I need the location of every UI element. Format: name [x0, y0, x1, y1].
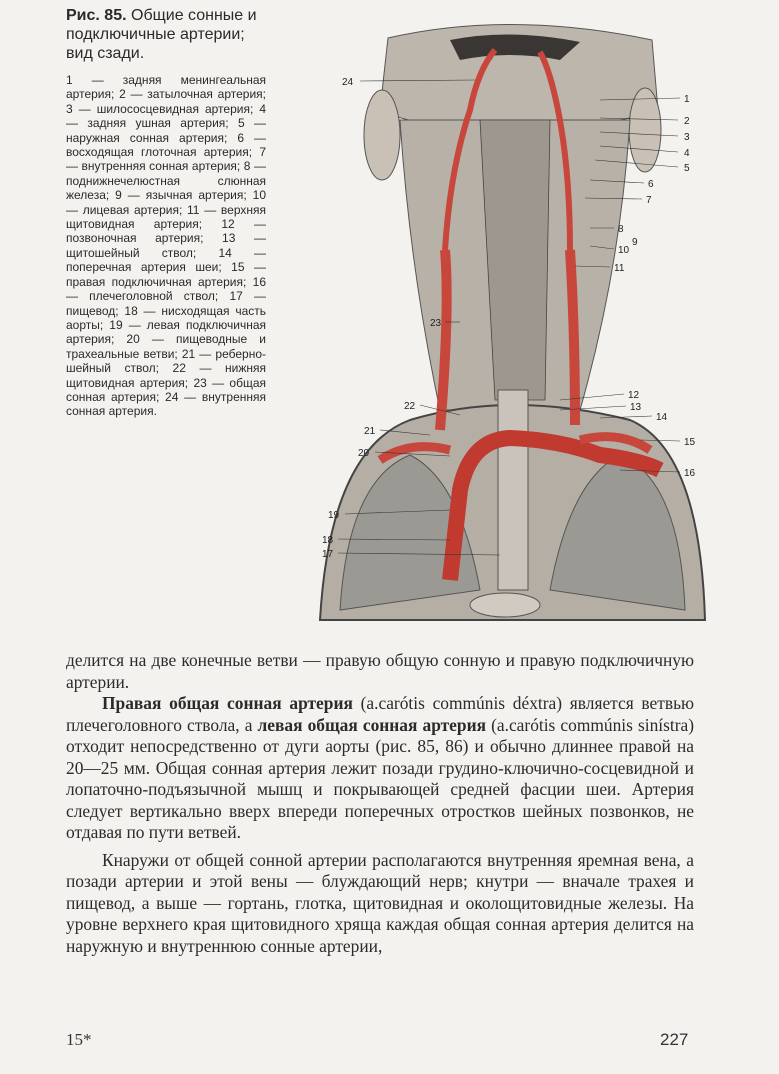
paragraph-2-text-a: (a.carótis commúnis déxtra) является ветвью плечеголовного ствола, а	[66, 693, 694, 735]
figure-legend: 1 — задняя менингеальная артерия; 2 — затылочная артерия; 3 — шилососцевидная артерия; 4 — задняя ушная артерия; 5 — наружная сонная артерия; 6 — восходящая глоточная артерия; 7 — внутренняя сонная артерия; 8 — поднижнечелюстная слюнная железа; 9 — язычная артерия; 10 — лицевая артерия; 11 — верхняя щитовидная артерия; 12 — позвоночная артерия; 13 — щитошейный ствол; 14 — поперечная артерия шеи; 15 — правая подключичная артерия; 16 — плечеголовной ствол; 17 — пищевод; 18 — нисходящая часть аорты; 19 — левая подключичная артерия; 20 — пищеводные и трахеальные ветви; 21 — реберно-шейный ствол; 22 — нижняя щитовидная артерия; 23 — общая сонная артерия; 24 — внутренняя сонная артерия.	[66, 73, 266, 419]
label-7: 7	[646, 195, 652, 206]
label-19: 19	[328, 510, 340, 521]
label-17: 17	[322, 549, 334, 560]
label-8: 8	[618, 224, 624, 235]
trachea	[498, 390, 528, 590]
label-3: 3	[684, 132, 690, 143]
label-14: 14	[656, 412, 668, 423]
label-10: 10	[618, 245, 630, 256]
label-1: 1	[684, 94, 690, 105]
right-ear	[629, 88, 661, 172]
label-6: 6	[648, 179, 654, 190]
vertebra	[470, 593, 540, 617]
label-21: 21	[364, 426, 376, 437]
label-11: 11	[614, 263, 625, 274]
term-right-carotid: Правая общая сонная артерия	[102, 693, 353, 713]
label-18: 18	[322, 535, 334, 546]
body-text	[66, 650, 694, 957]
label-24: 24	[342, 77, 354, 88]
caption-title	[66, 6, 266, 63]
figure-label: Рис. 85.	[66, 7, 127, 24]
label-20: 20	[358, 448, 370, 459]
label-2: 2	[684, 116, 690, 127]
label-9: 9	[632, 237, 638, 248]
figure-caption	[66, 6, 266, 419]
label-16: 16	[684, 468, 696, 479]
label-23: 23	[430, 318, 442, 329]
label-4: 4	[684, 148, 690, 159]
label-12: 12	[628, 390, 640, 401]
paragraph-3: Кнаружи от общей сонной артерии располагаются внутренняя яремная вена, а позади артерии и этой вены — блуждающий нерв; кнутри — вначале трахея и пищевод, а выше — гортань, глотка, щитовидная и околощитовидные железы. На уровне верхнего края щитовидного хряща каждая общая сонная артерия делится на наружную и внутреннюю сонные артерии,	[66, 849, 694, 956]
label-5: 5	[684, 163, 690, 174]
paragraph-2	[66, 693, 694, 844]
label-15: 15	[684, 437, 696, 448]
anatomical-illustration	[300, 10, 720, 625]
paragraph-2-text-b: (a.carótis commúnis sinístra) отходит непосредственно от дуги аорты (рис. 85, 86) и обычно длиннее правой на 20—25 мм. Общая сонная артерия лежит позади грудино-ключично-сосцевидной и лопаточно-подъязычной мышц и покрывающей средней фасции шеи. Артерия следует вертикально вверх впереди поперечных отростков шейных позвонков, не отдавая по пути ветвей.	[66, 714, 694, 842]
left-ear	[364, 90, 400, 180]
figure-title: Общие сонные и подключичные артерии; вид сзади.	[66, 7, 257, 62]
paragraph-1: делится на две конечные ветви — правую общую сонную и правую подключичную артерии.	[66, 650, 694, 692]
page-number: 227	[660, 1030, 689, 1049]
label-22: 22	[404, 401, 416, 412]
printer-signature: 15*	[66, 1030, 92, 1049]
label-13: 13	[630, 402, 642, 413]
term-left-carotid: левая общая сонная артерия	[257, 714, 487, 735]
